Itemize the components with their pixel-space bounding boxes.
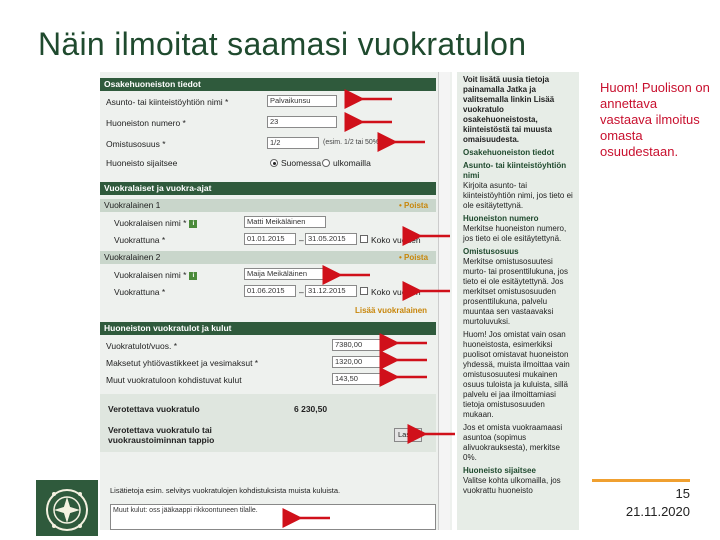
remove-tenant1-link[interactable]: • Poista xyxy=(399,201,429,210)
taxable-label: Verotettava vuokratulo xyxy=(108,404,200,414)
tenant2-full-year-label: Koko vuoden xyxy=(371,287,421,297)
ownership-hint: (esim. 1/2 tai 50%) xyxy=(323,139,382,146)
income-form-screenshot xyxy=(100,72,452,530)
section-apartment-header: Osakehuoneiston tiedot xyxy=(100,78,436,91)
tenant2-term-label: Vuokrattuna * xyxy=(114,287,166,297)
tenant2-end-input[interactable]: 31.12.2015 xyxy=(305,285,357,297)
help-text-note: Huom! Jos omistat vain osan huoneistosta, esimerkiksi puolisot omistavat huoneiston yhdessä, muista ilmoittaa vain omistusosuutesi mukainen osuus tuloista ja kuluista, sillä palvelu ei jaa ilmoittamiasi tietoja omistusosuuden mukaan. xyxy=(463,330,570,419)
location-opt2-label: ulkomailla xyxy=(333,158,371,168)
tax-admin-logo xyxy=(36,480,98,536)
help-text-company: Kirjoita asunto- tai kiinteistöyhtiön nimi, jos tieto ei ole esitäytettynä. xyxy=(463,181,573,210)
company-input[interactable]: Palvaikunsu xyxy=(267,95,337,107)
footer-accent-line xyxy=(592,479,690,482)
location-radio-abroad[interactable] xyxy=(322,159,330,167)
logo-emblem-icon xyxy=(36,480,98,536)
extra-info-box xyxy=(100,478,436,530)
tenant2-name-label xyxy=(114,270,197,280)
tenant1-title: Vuokralainen 1 xyxy=(104,200,161,210)
tenant2-header xyxy=(100,251,436,264)
result-box xyxy=(100,394,436,452)
location-label: Huoneisto sijaitsee xyxy=(106,158,178,168)
help-heading-apartment: Huoneiston numero xyxy=(463,214,539,223)
help-text-location: Valitse kohta ulkomailla, jos vuokrattu huoneisto xyxy=(463,476,561,495)
dash: – xyxy=(299,235,304,245)
help-heading-company: Asunto- tai kiinteistöyhtiön nimi xyxy=(463,161,567,180)
tenant1-header xyxy=(100,199,436,212)
tenant1-end-input[interactable]: 31.05.2015 xyxy=(305,233,357,245)
tenant2-name-input[interactable]: Maija Meikäläinen xyxy=(244,268,326,280)
ownership-input[interactable]: 1/2 xyxy=(267,137,319,149)
company-label: Asunto- tai kiinteistöyhtiön nimi * xyxy=(106,97,229,107)
help-ref: Osakehuoneiston tiedot xyxy=(463,148,555,157)
apartment-input[interactable]: 23 xyxy=(267,116,337,128)
help-heading-ownership: Omistusosuus xyxy=(463,247,519,256)
tenant2-full-year-checkbox[interactable] xyxy=(360,287,368,295)
section-income-header: Huoneiston vuokratulot ja kulut xyxy=(100,322,436,335)
tenant1-start-input[interactable]: 01.01.2015 xyxy=(244,233,296,245)
fees-input[interactable]: 1320,00 xyxy=(332,356,384,368)
taxable-value: 6 230,50 xyxy=(294,404,328,414)
help-intro: Voit lisätä uusia tietoja painamalla Jatka ja valitsemalla linkin Lisää vuokratulo osakehuoneistosta, kiinteistöstä tai muusta omaisuudesta. xyxy=(463,75,555,144)
help-text-apartment: Merkitse huoneiston numero, jos tieto ei ole esitäytettynä. xyxy=(463,224,567,243)
section-tenants-header: Vuokralaiset ja vuokra-ajat xyxy=(100,182,436,195)
fees-label: Maksetut yhtiövastikkeet ja vesimaksut * xyxy=(106,358,259,368)
other-costs-input[interactable]: 143,50 xyxy=(332,373,384,385)
help-heading-location: Huoneisto sijaitsee xyxy=(463,466,536,475)
tenant2-title: Vuokralainen 2 xyxy=(104,252,161,262)
remove-tenant2-link[interactable]: • Poista xyxy=(399,253,429,262)
calculate-button[interactable]: Laske xyxy=(394,428,422,442)
other-costs-label: Muut vuokratuloon kohdistuvat kulut xyxy=(106,375,242,385)
location-opt1-label: Suomessa xyxy=(281,158,322,168)
add-tenant-link[interactable]: Lisää vuokralainen xyxy=(355,306,428,315)
slide-date: 21.11.2020 xyxy=(625,504,690,519)
slide-title: Näin ilmoitat saamasi vuokratulon xyxy=(38,26,527,62)
extra-label: Lisätietoja esim. selvitys vuokratulojen kohdistuksista muista kuluista. xyxy=(110,486,341,495)
extra-textarea[interactable]: Muut kulut: oss jääkaappi rikkoontuneen tilalle. xyxy=(110,504,436,530)
info-icon[interactable]: i xyxy=(189,220,197,228)
help-text-zero: Jos et omista vuokraamaasi asuntoa (sopimus alivuokrauksesta), merkitse 0%. xyxy=(463,423,563,462)
tenant1-name-input[interactable]: Matti Meikäläinen xyxy=(244,216,326,228)
dash: – xyxy=(299,287,304,297)
tenant2-start-input[interactable]: 01.06.2015 xyxy=(244,285,296,297)
tenant1-name-label xyxy=(114,218,197,228)
tenant1-full-year-label: Koko vuoden xyxy=(371,235,421,245)
tenant1-term-label: Vuokrattuna * xyxy=(114,235,166,245)
rent-label: Vuokratulot/vuos. * xyxy=(106,341,178,351)
page-number: 15 xyxy=(675,486,690,501)
tenant-name-label-text: Vuokralaisen nimi * xyxy=(114,270,187,280)
info-icon[interactable]: i xyxy=(189,272,197,280)
apartment-label: Huoneiston numero * xyxy=(106,118,186,128)
location-radio-finland[interactable] xyxy=(270,159,278,167)
help-panel xyxy=(457,72,579,530)
help-text-ownership: Merkitse omistusosuutesi murto- tai prosenttilukuna, jos tieto ei ole esitäytettynä. Jos merkitset omistusosuuden prosenttilukuna, palvelu muuntaa sen vastaavaksi murtoluvuksi. xyxy=(463,257,568,326)
tenant-name-label-text: Vuokralaisen nimi * xyxy=(114,218,187,228)
tenant1-full-year-checkbox[interactable] xyxy=(360,235,368,243)
ownership-label: Omistusosuus * xyxy=(106,139,166,149)
spouse-note: Huom! Puolison on annettava vastaava ilmoitus omasta osuudestaan. xyxy=(600,80,710,159)
rent-input[interactable]: 7380,00 xyxy=(332,339,384,351)
loss-label: Verotettava vuokratulo tai vuokraustoiminnan tappio xyxy=(108,425,215,445)
form-scrollbar[interactable] xyxy=(438,72,450,530)
